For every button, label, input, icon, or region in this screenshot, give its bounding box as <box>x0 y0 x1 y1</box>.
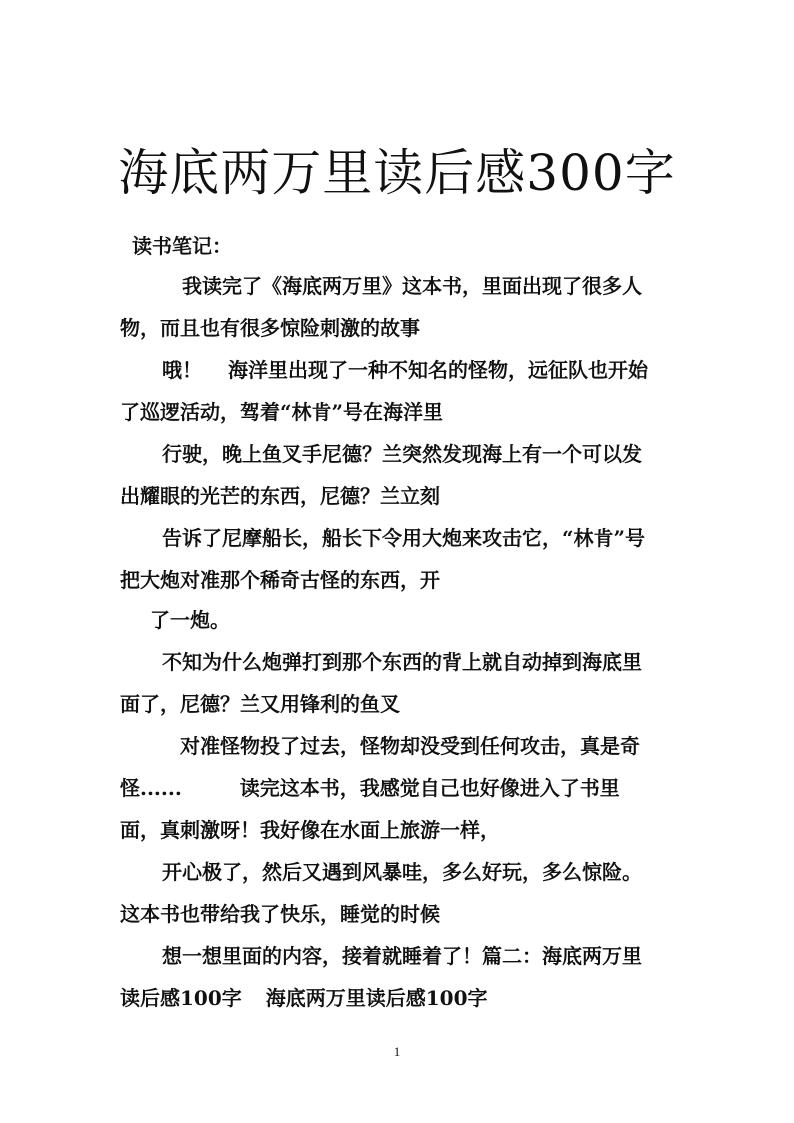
page-number: 1 <box>393 1044 401 1059</box>
text-line-group <box>120 355 680 385</box>
text-line-group <box>120 983 680 1013</box>
text-line: 了一炮。 <box>150 608 230 632</box>
text-fragment: 海洋里出现了一种不知名的怪物，远征队也开始 <box>228 358 648 382</box>
text-line: 行驶，晚上鱼叉手尼德？兰突然发现海上有一个可以发 <box>162 442 642 466</box>
text-line: 读书笔记： <box>132 234 232 258</box>
text-line: 我读完了《海底两万里》这本书，里面出现了很多人 <box>182 274 642 298</box>
text-line: 面了，尼德？兰又用锋利的鱼叉 <box>120 692 400 716</box>
text-fragment: 海底两万里读后感100字 <box>265 986 488 1010</box>
text-line: 不知为什么炮弹打到那个东西的背上就自动掉到海底里 <box>162 650 642 674</box>
text-line: 把大炮对准那个稀奇古怪的东西，开 <box>120 568 440 592</box>
text-line: 这本书也带给我了快乐，睡觉的时候 <box>120 902 440 926</box>
text-line-group <box>120 773 680 803</box>
text-line: 面，真刺激呀！我好像在水面上旅游一样， <box>120 818 500 842</box>
page-title: 海底两万里读后感300字 <box>118 144 676 202</box>
text-line: 对准怪物投了过去，怪物却没受到任何攻击，真是奇 <box>180 734 640 758</box>
text-line: 开心极了，然后又遇到风暴哇，多么好玩，多么惊险。 <box>162 860 642 884</box>
text-fragment: 怪...... <box>120 776 182 800</box>
text-fragment: 读完这本书，我感觉自己也好像进入了书里 <box>239 776 620 800</box>
text-line: 想一想里面的内容，接着就睡着了！篇二：海底两万里 <box>162 944 642 968</box>
text-line: 出耀眼的光芒的东西，尼德？兰立刻 <box>120 484 440 508</box>
text-fragment: 哦！ <box>162 358 202 382</box>
text-line: 了巡逻活动，驾着“林肯”号在海洋里 <box>120 400 444 424</box>
text-line: 物，而且也有很多惊险刺激的故事 <box>120 316 420 340</box>
text-fragment: 读后感100字 <box>120 986 242 1010</box>
text-line: 告诉了尼摩船长，船长下令用大炮来攻击它，“林肯”号 <box>162 526 646 550</box>
